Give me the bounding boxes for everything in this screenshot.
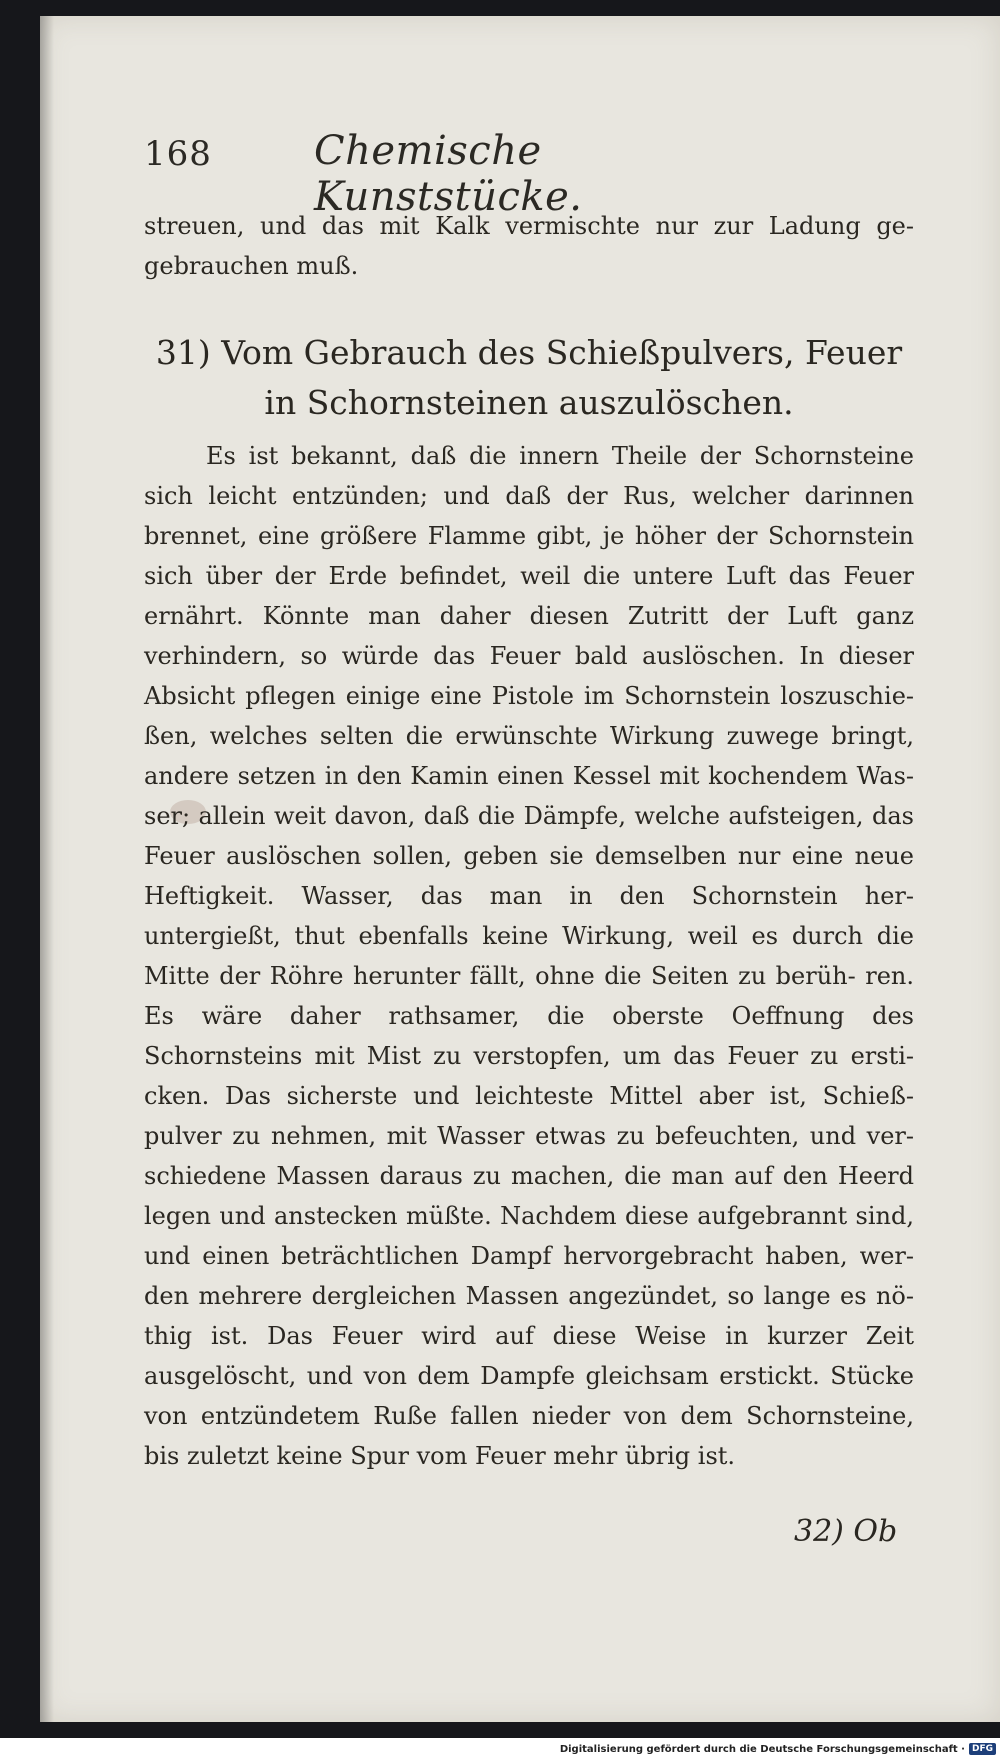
digitization-footer	[560, 1743, 996, 1755]
section-heading-line-2: in Schornsteinen auszulöschen.	[264, 383, 794, 422]
section-body: Es ist bekannt, daß die innern Theile der Schornsteine sich leicht entzünden; und daß der Rus, welcher darinnen brennet, eine größere Flamme gibt, je höher der Schornstein sich über der Erde befindet, weil die untere Luft das Feuer ernährt. Könnte man daher diesen Zutritt der Luft ganz verhindern, so würde das Feuer bald auslöschen. In dieser Absicht pflegen einige eine Pistole im Schornstein loszuschie- ßen, welches selten die erwünschte Wirkung zuwege bringt, andere setzen in den Kamin einen Kessel mit kochendem Was- ser; allein weit davon, daß die Dämpfe, welche aufsteigen, das Feuer auslöschen sollen, geben sie demselben nur eine neue Heftigkeit. Wasser, das man in den Schornstein her- untergießt, thut ebenfalls keine Wirkung, weil es durch die Mitte der Röhre herunter fällt, ohne die Seiten zu berüh- ren. Es wäre daher rathsamer, die oberste Oeffnung des Schornsteins mit Mist zu verstopfen, um das Feuer zu ersti- cken. Das sicherste und leichteste Mittel aber ist, Schieß- pulver zu nehmen, mit Wasser etwas zu befeuchten, und ver- schiedene Massen daraus zu machen, die man auf den Heerd legen und anstecken müßte. Nachdem diese aufgebrannt sind, und einen beträchtlichen Dampf hervorgebracht haben, wer- den mehrere dergleichen Massen angezündet, so lange es nö- thig ist. Das Feuer wird auf diese Weise in kurzer Zeit ausgelöscht, und von dem Dampfe gleichsam erstickt. Stücke von entzündetem Ruße fallen nieder von dem Schornsteine, bis zuletzt keine Spur vom Feuer mehr übrig ist.	[144, 442, 914, 1470]
page-number: 168	[144, 134, 212, 174]
dfg-logo-icon: DFG	[969, 1743, 996, 1755]
running-head: Chemische Kunststücke.	[314, 128, 583, 220]
section-heading-line-1: 31) Vom Gebrauch des Schießpulvers, Feuer	[155, 333, 903, 372]
page-header	[144, 128, 744, 220]
footer-credit: Digitalisierung gefördert durch die Deutsche Forschungsgemeinschaft ·	[559, 1743, 965, 1755]
section-heading	[144, 328, 914, 428]
catchword: 32) Ob	[794, 1514, 898, 1549]
continuation-paragraph: streuen, und das mit Kalk vermischte nur zur Ladung ge- gebrauchen muß.	[144, 212, 914, 280]
